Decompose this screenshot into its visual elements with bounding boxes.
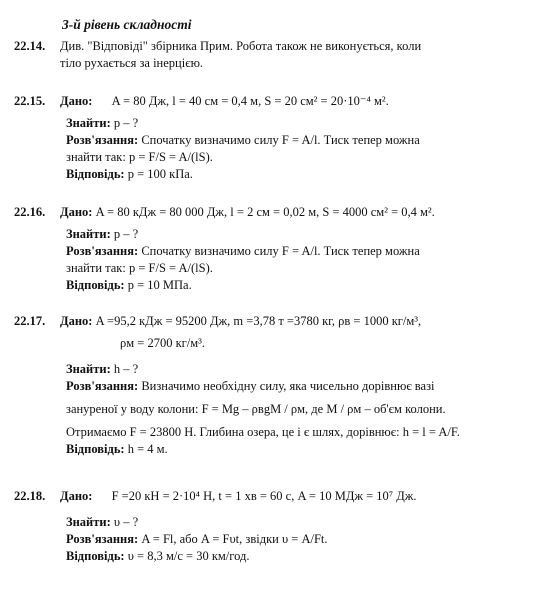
answer-label: Відповідь: <box>66 549 125 563</box>
problem-body <box>60 488 544 565</box>
find-label: Знайти: <box>66 515 111 529</box>
given-label: Дано: <box>60 314 93 328</box>
text-line: Див. "Відповіді" збірника Прим. Робота також не виконується, коли <box>60 39 422 53</box>
answer-text: h = 4 м. <box>127 442 168 456</box>
answer-text: p = 100 кПа. <box>127 167 193 181</box>
solution-line <box>60 243 544 260</box>
find-label: Знайти: <box>66 227 111 241</box>
problem-body <box>60 313 544 458</box>
given-label: Дано: <box>60 205 93 219</box>
given-text: A =95,2 кДж = 95200 Дж, m =3,78 т =3780 кг, ρв = 1000 кг/м³, <box>95 314 422 328</box>
problem-number: 22.17. <box>14 314 46 328</box>
given-line <box>60 204 544 221</box>
given-label: Дано: <box>60 94 93 108</box>
given-label: Дано: <box>60 489 93 503</box>
find-line <box>60 226 544 243</box>
find-text: υ – ? <box>113 515 139 529</box>
find-line <box>60 514 544 531</box>
find-line <box>60 361 544 378</box>
problem-22-16 <box>14 204 544 294</box>
solution-label: Розв'язання: <box>66 379 139 393</box>
problem-number: 22.16. <box>14 205 46 219</box>
find-label: Знайти: <box>66 116 111 130</box>
solution-line: Отримаємо F = 23800 Н. Глибина озера, це і є шлях, дорівнює: h = l = A/F. <box>66 425 460 439</box>
given-line <box>60 93 544 110</box>
solution-text: Спочатку визначимо силу F = A/l. Тиск тепер можна <box>141 133 420 147</box>
answer-line <box>60 277 544 294</box>
find-text: p – ? <box>113 227 139 241</box>
solution-text: Спочатку визначимо силу F = A/l. Тиск тепер можна <box>141 244 420 258</box>
problem-22-14 <box>14 38 544 72</box>
answer-text: υ = 8,3 м/с = 30 км/год. <box>127 549 250 563</box>
answer-text: p = 10 МПа. <box>127 278 192 292</box>
solution-label: Розв'язання: <box>66 244 139 258</box>
problem-22-17 <box>14 313 544 458</box>
answer-line <box>60 548 544 565</box>
answer-label: Відповідь: <box>66 167 125 181</box>
solution-line: знайти так: p = F/S = A/(lS). <box>66 150 213 164</box>
solution-line <box>60 132 544 149</box>
solution-line: зануреної у воду колони: F = Mg – ρвgM / ρм, де M / ρм – об'єм колони. <box>66 402 446 416</box>
answer-label: Відповідь: <box>66 442 125 456</box>
find-text: p – ? <box>113 116 139 130</box>
problem-22-18 <box>14 488 544 565</box>
given-continuation: ρм = 2700 кг/м³. <box>120 336 206 350</box>
solution-label: Розв'язання: <box>66 133 139 147</box>
answer-label: Відповідь: <box>66 278 125 292</box>
find-label: Знайти: <box>66 362 111 376</box>
section-heading: 3-й рівень складності <box>62 17 192 32</box>
given-line <box>60 488 544 505</box>
given-line <box>60 313 544 330</box>
problem-body <box>60 93 544 183</box>
text-line: тіло рухається за інерцією. <box>60 56 204 70</box>
problem-body <box>60 204 544 294</box>
given-text: F =20 кН = 2·10⁴ Н, t = 1 хв = 60 с, A = 10 МДж = 10⁷ Дж. <box>111 489 417 503</box>
solution-line <box>60 378 544 395</box>
problem-body <box>60 38 544 72</box>
answer-line <box>60 441 544 458</box>
answer-line <box>60 166 544 183</box>
find-line <box>60 115 544 132</box>
problem-number: 22.14. <box>14 39 46 53</box>
given-text: A = 80 Дж, l = 40 см = 0,4 м, S = 20 см² = 20·10⁻⁴ м². <box>111 94 389 108</box>
solution-line <box>60 531 544 548</box>
solution-text: A = Fl, або A = Fυt, звідки υ = A/Ft. <box>141 532 328 546</box>
given-text: A = 80 кДж = 80 000 Дж, l = 2 см = 0,02 м, S = 4000 см² = 0,4 м². <box>95 205 435 219</box>
problem-number: 22.18. <box>14 489 46 503</box>
solution-label: Розв'язання: <box>66 532 139 546</box>
find-text: h – ? <box>113 362 139 376</box>
problem-number: 22.15. <box>14 94 46 108</box>
solution-line: знайти так: p = F/S = A/(lS). <box>66 261 213 275</box>
problem-22-15 <box>14 93 544 183</box>
solution-text: Визначимо необхідну силу, яка чисельно дорівнює вазі <box>141 379 435 393</box>
